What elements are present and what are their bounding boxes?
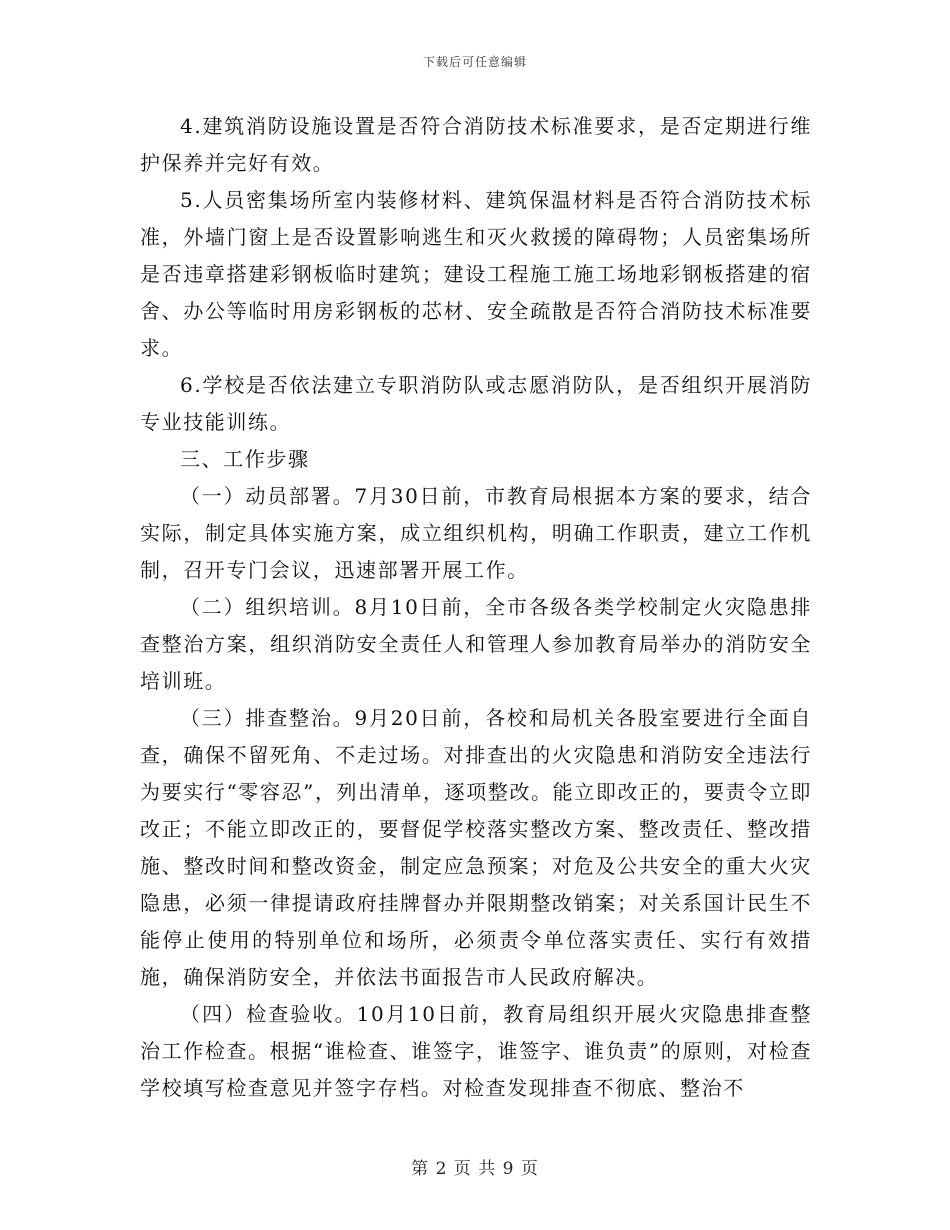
- paragraph-step-2: （二）组织培训。8月10日前，全市各级各类学校制定火灾隐患排查整治方案，组织消防安全责任人和管理人参加教育局举办的消防安全培训班。: [140, 595, 812, 693]
- paragraph-step-3: （三）排查整治。9月20日前，各校和局机关各股室要进行全面自查，确保不留死角、不走过场。对排查出的火灾隐患和消防安全违法行为要实行“零容忍”，列出清单，逐项整改。能立即改正的，要责令立即改正；不能立即改正的，要督促学校落实整改方案、整改责任、整改措施、整改时间和整改资金，制定应急预案；对危及公共安全的重大火灾隐患，必须一律提请政府挂牌督办并限期整改销案；对关系国计民生不能停止使用的特别单位和场所，必须责令单位落实责任、实行有效措施，确保消防安全，并依法书面报告市人民政府解决。: [140, 706, 812, 989]
- page-header: 下载后可任意编辑: [422, 55, 527, 69]
- paragraph-step-4: （四）检查验收。10月10日前，教育局组织开展火灾隐患排查整治工作检查。根据“谁检查、谁签字，谁签字、谁负责”的原则，对检查学校填写检查意见并签字存档。对检查发现排查不彻底、整治不: [140, 1002, 812, 1100]
- paragraph-item-5: 5.人员密集场所室内装修材料、建筑保温材料是否符合消防技术标准，外墙门窗上是否设置影响逃生和灭火救援的障碍物；人员密集场所是否违章搭建彩钢板临时建筑；建设工程施工施工场地彩钢板搭建的宿舍、办公等临时用房彩钢板的芯材、安全疏散是否符合消防技术标准要求。: [140, 188, 812, 360]
- paragraph-step-1: （一）动员部署。7月30日前，市教育局根据本方案的要求，结合实际，制定具体实施方案，成立组织机构，明确工作职责，建立工作机制，召开专门会议，迅速部署开展工作。: [140, 484, 812, 582]
- page-number: 第 2 页 共 9 页: [411, 1159, 539, 1179]
- section-heading-work-steps: 三、工作步骤: [180, 447, 310, 471]
- paragraph-item-6: 6.学校是否依法建立专职消防队或志愿消防队，是否组织开展消防专业技能训练。: [140, 373, 812, 434]
- paragraph-item-4: 4.建筑消防设施设置是否符合消防技术标准要求，是否定期进行维护保养并完好有效。: [140, 114, 812, 175]
- document-body: [140, 108, 812, 1107]
